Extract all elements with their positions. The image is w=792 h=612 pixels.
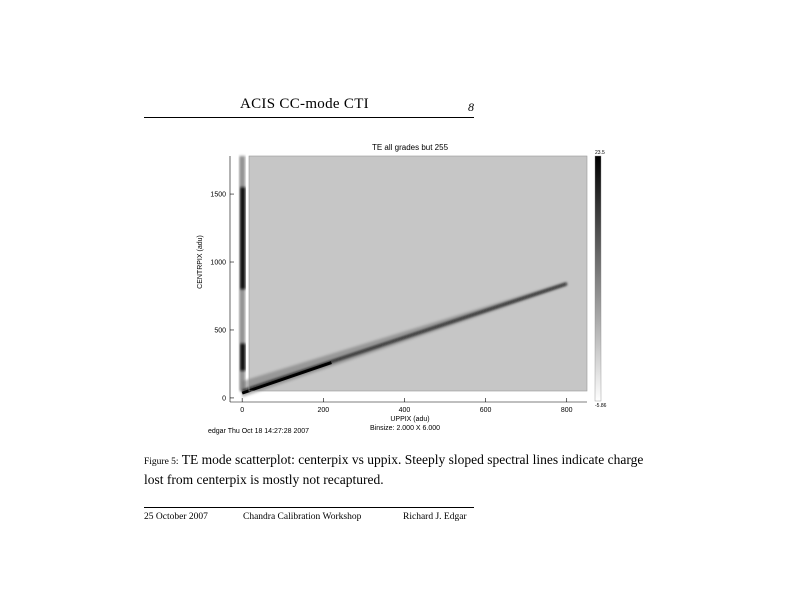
y-tick-label: 1000 (210, 259, 226, 267)
y-tick-label: 500 (214, 327, 226, 335)
colorbar (595, 156, 601, 401)
vertical-band-lower (240, 344, 245, 371)
header-rule (144, 117, 474, 118)
colorbar-min-label: -5.86 (595, 403, 607, 409)
vertical-band-core (240, 187, 245, 289)
y-axis-label: CENTRPIX (adu) (197, 235, 204, 289)
caption-text: TE mode scatterplot: centerpix vs uppix. Steeply sloped spectral lines indicate charge lost from centerpix is mostly not recaptured. (144, 452, 644, 487)
caption-label: Figure 5: (144, 457, 179, 467)
colorbar-max-label: 23.5 (595, 150, 605, 156)
x-tick-label: 400 (398, 407, 411, 414)
footer-date: 25 October 2007 (144, 512, 208, 522)
y-axis-ticks (210, 192, 234, 403)
x-tick-label: 0 (240, 407, 245, 414)
x-axis-ticks (240, 398, 572, 414)
figure-caption (144, 451, 664, 488)
footer-author: Richard J. Edgar (403, 512, 467, 522)
footer-rule (144, 507, 474, 508)
y-tick-label: 1500 (210, 191, 226, 199)
binsize-label: Binsize: 2.000 X 6.000 (370, 425, 441, 432)
x-tick-label: 200 (317, 407, 330, 414)
page-number: 8 (468, 100, 474, 114)
timestamp-label: edgar Thu Oct 18 14:27:28 2007 (208, 428, 310, 435)
x-tick-label: 800 (560, 407, 573, 414)
chart-title: TE all grades but 255 (371, 143, 449, 152)
footer-event: Chandra Calibration Workshop (243, 512, 362, 522)
x-tick-label: 600 (479, 407, 492, 414)
y-tick-label: 0 (222, 395, 226, 403)
running-title: ACIS CC-mode CTI (240, 96, 369, 112)
x-axis-label: UPPIX (adu) (390, 416, 430, 423)
plot-background (249, 156, 587, 391)
scatterplot-figure (190, 140, 620, 440)
